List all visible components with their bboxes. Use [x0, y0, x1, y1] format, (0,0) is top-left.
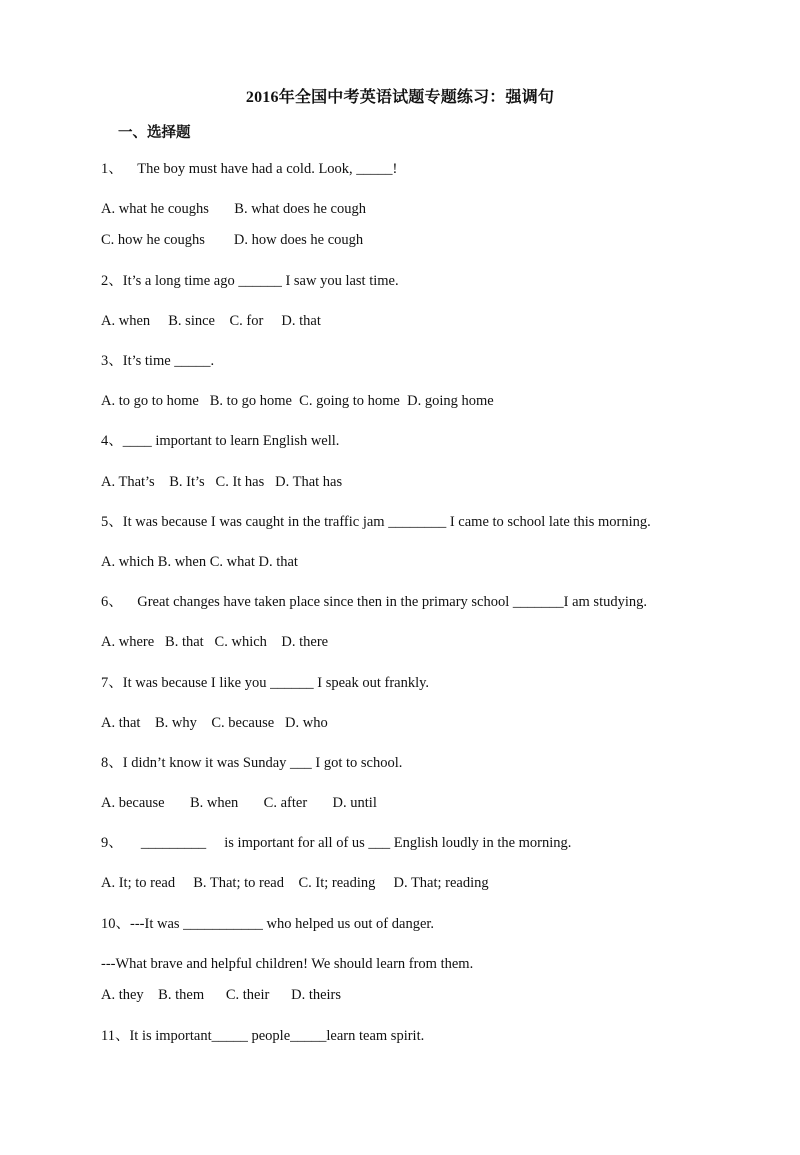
question-5-options: A. which B. when C. what D. that: [101, 554, 298, 570]
question-4: 4、____ important to learn English well.: [101, 433, 340, 449]
question-8-options: A. because B. when C. after D. until: [101, 795, 377, 811]
question-10: 10、---It was ___________ who helped us out of danger.: [101, 916, 435, 932]
question-4-options: A. That’s B. It’s C. It has D. That has: [101, 474, 343, 490]
question-1: 1、 The boy must have had a cold. Look, _____!: [101, 161, 398, 177]
question-3: 3、It’s time _____.: [101, 353, 215, 369]
question-3-options: A. to go to home B. to go home C. going to home D. going home: [101, 393, 494, 409]
question-2-options: A. when B. since C. for D. that: [101, 313, 321, 329]
question-1-options-cd: C. how he coughs D. how does he cough: [101, 232, 364, 248]
question-9: 9、 _________ is important for all of us ___ English loudly in the morning.: [101, 835, 572, 851]
question-10-options: A. they B. them C. their D. theirs: [101, 987, 342, 1003]
question-2: 2、It’s a long time ago ______ I saw you last time.: [101, 273, 399, 289]
page-title: 2016年全国中考英语试题专题练习：强调句: [245, 89, 555, 106]
question-1-options-ab: A. what he coughs B. what does he cough: [101, 201, 366, 217]
question-7: 7、It was because I like you ______ I speak out frankly.: [101, 675, 430, 691]
question-5: 5、It was because I was caught in the traffic jam ________ I came to school late this morning.: [101, 514, 651, 530]
question-8: 8、I didn’t know it was Sunday ___ I got to school.: [101, 755, 403, 771]
question-11: 11、It is important_____ people_____learn team spirit.: [101, 1028, 425, 1044]
section-heading: 一、选择题: [118, 125, 191, 141]
question-6: 6、 Great changes have taken place since then in the primary school _______I am studying.: [101, 594, 648, 610]
question-9-options: A. It; to read B. That; to read C. It; reading D. That; reading: [101, 875, 489, 891]
question-7-options: A. that B. why C. because D. who: [101, 715, 328, 731]
question-10-reply: ---What brave and helpful children! We should learn from them.: [101, 956, 474, 972]
question-6-options: A. where B. that C. which D. there: [101, 634, 329, 650]
